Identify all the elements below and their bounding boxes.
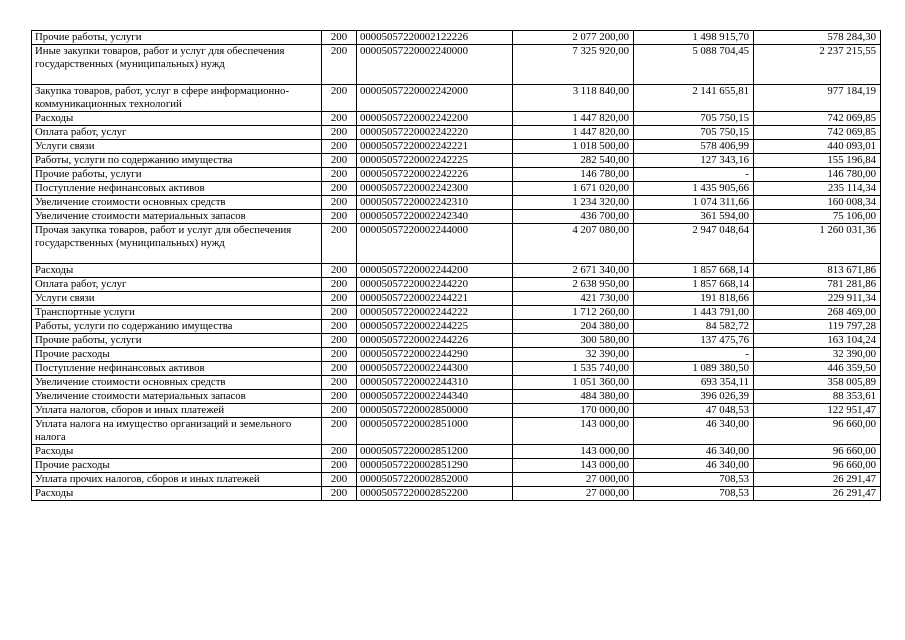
approved-amount: 1 051 360,00 (513, 376, 634, 390)
budget-classification-code: 00005057220002242221 (357, 140, 513, 154)
unexecuted-amount: 146 780,00 (754, 168, 881, 182)
executed-amount: - (634, 348, 754, 362)
unexecuted-amount: 268 469,00 (754, 306, 881, 320)
executed-amount: 361 594,00 (634, 210, 754, 224)
unexecuted-amount: 96 660,00 (754, 459, 881, 473)
executed-amount: 47 048,53 (634, 404, 754, 418)
approved-amount: 32 390,00 (513, 348, 634, 362)
budget-classification-code: 00005057220002244310 (357, 376, 513, 390)
budget-classification-code: 00005057220002240000 (357, 45, 513, 85)
approved-amount: 1 712 260,00 (513, 306, 634, 320)
line-code: 200 (322, 320, 357, 334)
line-code: 200 (322, 140, 357, 154)
line-code: 200 (322, 264, 357, 278)
line-code: 200 (322, 362, 357, 376)
unexecuted-amount: 96 660,00 (754, 445, 881, 459)
executed-amount: 708,53 (634, 487, 754, 501)
table-body (32, 31, 881, 501)
table-row (32, 459, 881, 473)
approved-amount: 204 380,00 (513, 320, 634, 334)
executed-amount: 1 857 668,14 (634, 278, 754, 292)
budget-classification-code: 00005057220002242310 (357, 196, 513, 210)
unexecuted-amount: 742 069,85 (754, 112, 881, 126)
budget-classification-code: 00005057220002244290 (357, 348, 513, 362)
approved-amount: 143 000,00 (513, 445, 634, 459)
approved-amount: 1 018 500,00 (513, 140, 634, 154)
table-row (32, 154, 881, 168)
budget-classification-code: 00005057220002244200 (357, 264, 513, 278)
budget-classification-code: 00005057220002242300 (357, 182, 513, 196)
unexecuted-amount: 96 660,00 (754, 418, 881, 445)
line-item-name: Увеличение стоимости материальных запасов (32, 210, 322, 224)
table-row (32, 168, 881, 182)
unexecuted-amount: 26 291,47 (754, 473, 881, 487)
approved-amount: 4 207 080,00 (513, 224, 634, 264)
approved-amount: 282 540,00 (513, 154, 634, 168)
line-item-name: Прочие работы, услуги (32, 334, 322, 348)
table-row (32, 487, 881, 501)
unexecuted-amount: 742 069,85 (754, 126, 881, 140)
executed-amount: 396 026,39 (634, 390, 754, 404)
approved-amount: 143 000,00 (513, 459, 634, 473)
approved-amount: 436 700,00 (513, 210, 634, 224)
approved-amount: 7 325 920,00 (513, 45, 634, 85)
line-code: 200 (322, 168, 357, 182)
line-code: 200 (322, 126, 357, 140)
approved-amount: 2 638 950,00 (513, 278, 634, 292)
line-code: 200 (322, 418, 357, 445)
executed-amount: 127 343,16 (634, 154, 754, 168)
approved-amount: 143 000,00 (513, 418, 634, 445)
table-row (32, 404, 881, 418)
approved-amount: 1 447 820,00 (513, 112, 634, 126)
executed-amount: 578 406,99 (634, 140, 754, 154)
executed-amount: 2 141 655,81 (634, 85, 754, 112)
executed-amount: 5 088 704,45 (634, 45, 754, 85)
budget-classification-code: 00005057220002244000 (357, 224, 513, 264)
line-item-name: Расходы (32, 264, 322, 278)
line-code: 200 (322, 210, 357, 224)
executed-amount: 705 750,15 (634, 126, 754, 140)
line-item-name: Услуги связи (32, 292, 322, 306)
budget-execution-table (31, 30, 881, 501)
executed-amount: 1 443 791,00 (634, 306, 754, 320)
executed-amount: 84 582,72 (634, 320, 754, 334)
budget-classification-code: 00005057220002242000 (357, 85, 513, 112)
table-row (32, 306, 881, 320)
unexecuted-amount: 977 184,19 (754, 85, 881, 112)
executed-amount: 1 089 380,50 (634, 362, 754, 376)
budget-classification-code: 00005057220002851290 (357, 459, 513, 473)
unexecuted-amount: 163 104,24 (754, 334, 881, 348)
line-code: 200 (322, 154, 357, 168)
unexecuted-amount: 813 671,86 (754, 264, 881, 278)
line-item-name: Иные закупки товаров, работ и услуг для обеспечения государственных (муниципальных) нужд (32, 45, 322, 85)
unexecuted-amount: 781 281,86 (754, 278, 881, 292)
line-item-name: Поступление нефинансовых активов (32, 182, 322, 196)
budget-classification-code: 00005057220002242340 (357, 210, 513, 224)
budget-classification-code: 00005057220002244226 (357, 334, 513, 348)
line-item-name: Прочие работы, услуги (32, 168, 322, 182)
table-row (32, 210, 881, 224)
line-item-name: Прочие расходы (32, 459, 322, 473)
budget-classification-code: 00005057220002852000 (357, 473, 513, 487)
table-row (32, 264, 881, 278)
line-code: 200 (322, 278, 357, 292)
budget-classification-code: 00005057220002244225 (357, 320, 513, 334)
budget-classification-code: 00005057220002242200 (357, 112, 513, 126)
executed-amount: - (634, 168, 754, 182)
unexecuted-amount: 119 797,28 (754, 320, 881, 334)
line-code: 200 (322, 473, 357, 487)
table-row (32, 362, 881, 376)
line-code: 200 (322, 306, 357, 320)
table-row (32, 445, 881, 459)
budget-classification-code: 00005057220002244221 (357, 292, 513, 306)
line-item-name: Оплата работ, услуг (32, 278, 322, 292)
budget-classification-code: 00005057220002851200 (357, 445, 513, 459)
approved-amount: 1 671 020,00 (513, 182, 634, 196)
executed-amount: 1 498 915,70 (634, 31, 754, 45)
executed-amount: 693 354,11 (634, 376, 754, 390)
line-item-name: Прочая закупка товаров, работ и услуг для обеспечения государственных (муниципальных) нужд (32, 224, 322, 264)
line-item-name: Поступление нефинансовых активов (32, 362, 322, 376)
executed-amount: 1 435 905,66 (634, 182, 754, 196)
executed-amount: 708,53 (634, 473, 754, 487)
line-code: 200 (322, 31, 357, 45)
table-row (32, 126, 881, 140)
table-row (32, 418, 881, 445)
unexecuted-amount: 1 260 031,36 (754, 224, 881, 264)
line-item-name: Работы, услуги по содержанию имущества (32, 320, 322, 334)
executed-amount: 1 857 668,14 (634, 264, 754, 278)
line-item-name: Транспортные услуги (32, 306, 322, 320)
unexecuted-amount: 122 951,47 (754, 404, 881, 418)
line-item-name: Прочие работы, услуги (32, 31, 322, 45)
approved-amount: 3 118 840,00 (513, 85, 634, 112)
table-row (32, 196, 881, 210)
budget-classification-code: 00005057220002850000 (357, 404, 513, 418)
approved-amount: 1 535 740,00 (513, 362, 634, 376)
unexecuted-amount: 446 359,50 (754, 362, 881, 376)
budget-classification-code: 00005057220002242220 (357, 126, 513, 140)
budget-classification-code: 00005057220002242225 (357, 154, 513, 168)
budget-classification-code: 00005057220002244220 (357, 278, 513, 292)
line-code: 200 (322, 348, 357, 362)
unexecuted-amount: 26 291,47 (754, 487, 881, 501)
approved-amount: 170 000,00 (513, 404, 634, 418)
line-code: 200 (322, 459, 357, 473)
unexecuted-amount: 160 008,34 (754, 196, 881, 210)
unexecuted-amount: 32 390,00 (754, 348, 881, 362)
approved-amount: 484 380,00 (513, 390, 634, 404)
unexecuted-amount: 75 106,00 (754, 210, 881, 224)
table-row (32, 390, 881, 404)
executed-amount: 2 947 048,64 (634, 224, 754, 264)
line-code: 200 (322, 292, 357, 306)
line-item-name: Расходы (32, 112, 322, 126)
budget-classification-code: 00005057220002244300 (357, 362, 513, 376)
budget-classification-code: 00005057220002122226 (357, 31, 513, 45)
table-row (32, 473, 881, 487)
approved-amount: 27 000,00 (513, 473, 634, 487)
table-row (32, 182, 881, 196)
table-row (32, 45, 881, 85)
unexecuted-amount: 578 284,30 (754, 31, 881, 45)
table-row (32, 31, 881, 45)
table-row (32, 348, 881, 362)
line-item-name: Уплата прочих налогов, сборов и иных платежей (32, 473, 322, 487)
line-item-name: Расходы (32, 487, 322, 501)
line-code: 200 (322, 196, 357, 210)
table-row (32, 278, 881, 292)
unexecuted-amount: 358 005,89 (754, 376, 881, 390)
approved-amount: 146 780,00 (513, 168, 634, 182)
line-item-name: Уплата налогов, сборов и иных платежей (32, 404, 322, 418)
line-item-name: Оплата работ, услуг (32, 126, 322, 140)
line-code: 200 (322, 334, 357, 348)
unexecuted-amount: 235 114,34 (754, 182, 881, 196)
line-item-name: Увеличение стоимости материальных запасов (32, 390, 322, 404)
line-code: 200 (322, 112, 357, 126)
line-code: 200 (322, 376, 357, 390)
table-row (32, 224, 881, 264)
unexecuted-amount: 2 237 215,55 (754, 45, 881, 85)
executed-amount: 705 750,15 (634, 112, 754, 126)
line-item-name: Прочие расходы (32, 348, 322, 362)
budget-classification-code: 00005057220002851000 (357, 418, 513, 445)
table-row (32, 320, 881, 334)
executed-amount: 46 340,00 (634, 459, 754, 473)
executed-amount: 46 340,00 (634, 445, 754, 459)
approved-amount: 2 077 200,00 (513, 31, 634, 45)
line-item-name: Уплата налога на имущество организаций и земельного налога (32, 418, 322, 445)
unexecuted-amount: 155 196,84 (754, 154, 881, 168)
unexecuted-amount: 440 093,01 (754, 140, 881, 154)
table-row (32, 376, 881, 390)
approved-amount: 1 447 820,00 (513, 126, 634, 140)
table-row (32, 140, 881, 154)
line-code: 200 (322, 182, 357, 196)
line-code: 200 (322, 390, 357, 404)
executed-amount: 1 074 311,66 (634, 196, 754, 210)
table-row (32, 292, 881, 306)
line-item-name: Закупка товаров, работ, услуг в сфере информационно-коммуникационных технологий (32, 85, 322, 112)
executed-amount: 46 340,00 (634, 418, 754, 445)
line-code: 200 (322, 224, 357, 264)
budget-classification-code: 00005057220002852200 (357, 487, 513, 501)
budget-classification-code: 00005057220002244340 (357, 390, 513, 404)
executed-amount: 191 818,66 (634, 292, 754, 306)
table-row (32, 334, 881, 348)
line-item-name: Услуги связи (32, 140, 322, 154)
approved-amount: 27 000,00 (513, 487, 634, 501)
approved-amount: 2 671 340,00 (513, 264, 634, 278)
budget-classification-code: 00005057220002242226 (357, 168, 513, 182)
budget-classification-code: 00005057220002244222 (357, 306, 513, 320)
line-code: 200 (322, 487, 357, 501)
unexecuted-amount: 88 353,61 (754, 390, 881, 404)
line-code: 200 (322, 404, 357, 418)
approved-amount: 421 730,00 (513, 292, 634, 306)
table-row (32, 112, 881, 126)
approved-amount: 300 580,00 (513, 334, 634, 348)
unexecuted-amount: 229 911,34 (754, 292, 881, 306)
line-code: 200 (322, 45, 357, 85)
line-item-name: Работы, услуги по содержанию имущества (32, 154, 322, 168)
line-code: 200 (322, 85, 357, 112)
line-item-name: Увеличение стоимости основных средств (32, 376, 322, 390)
line-item-name: Расходы (32, 445, 322, 459)
line-item-name: Увеличение стоимости основных средств (32, 196, 322, 210)
line-code: 200 (322, 445, 357, 459)
approved-amount: 1 234 320,00 (513, 196, 634, 210)
executed-amount: 137 475,76 (634, 334, 754, 348)
table-row (32, 85, 881, 112)
